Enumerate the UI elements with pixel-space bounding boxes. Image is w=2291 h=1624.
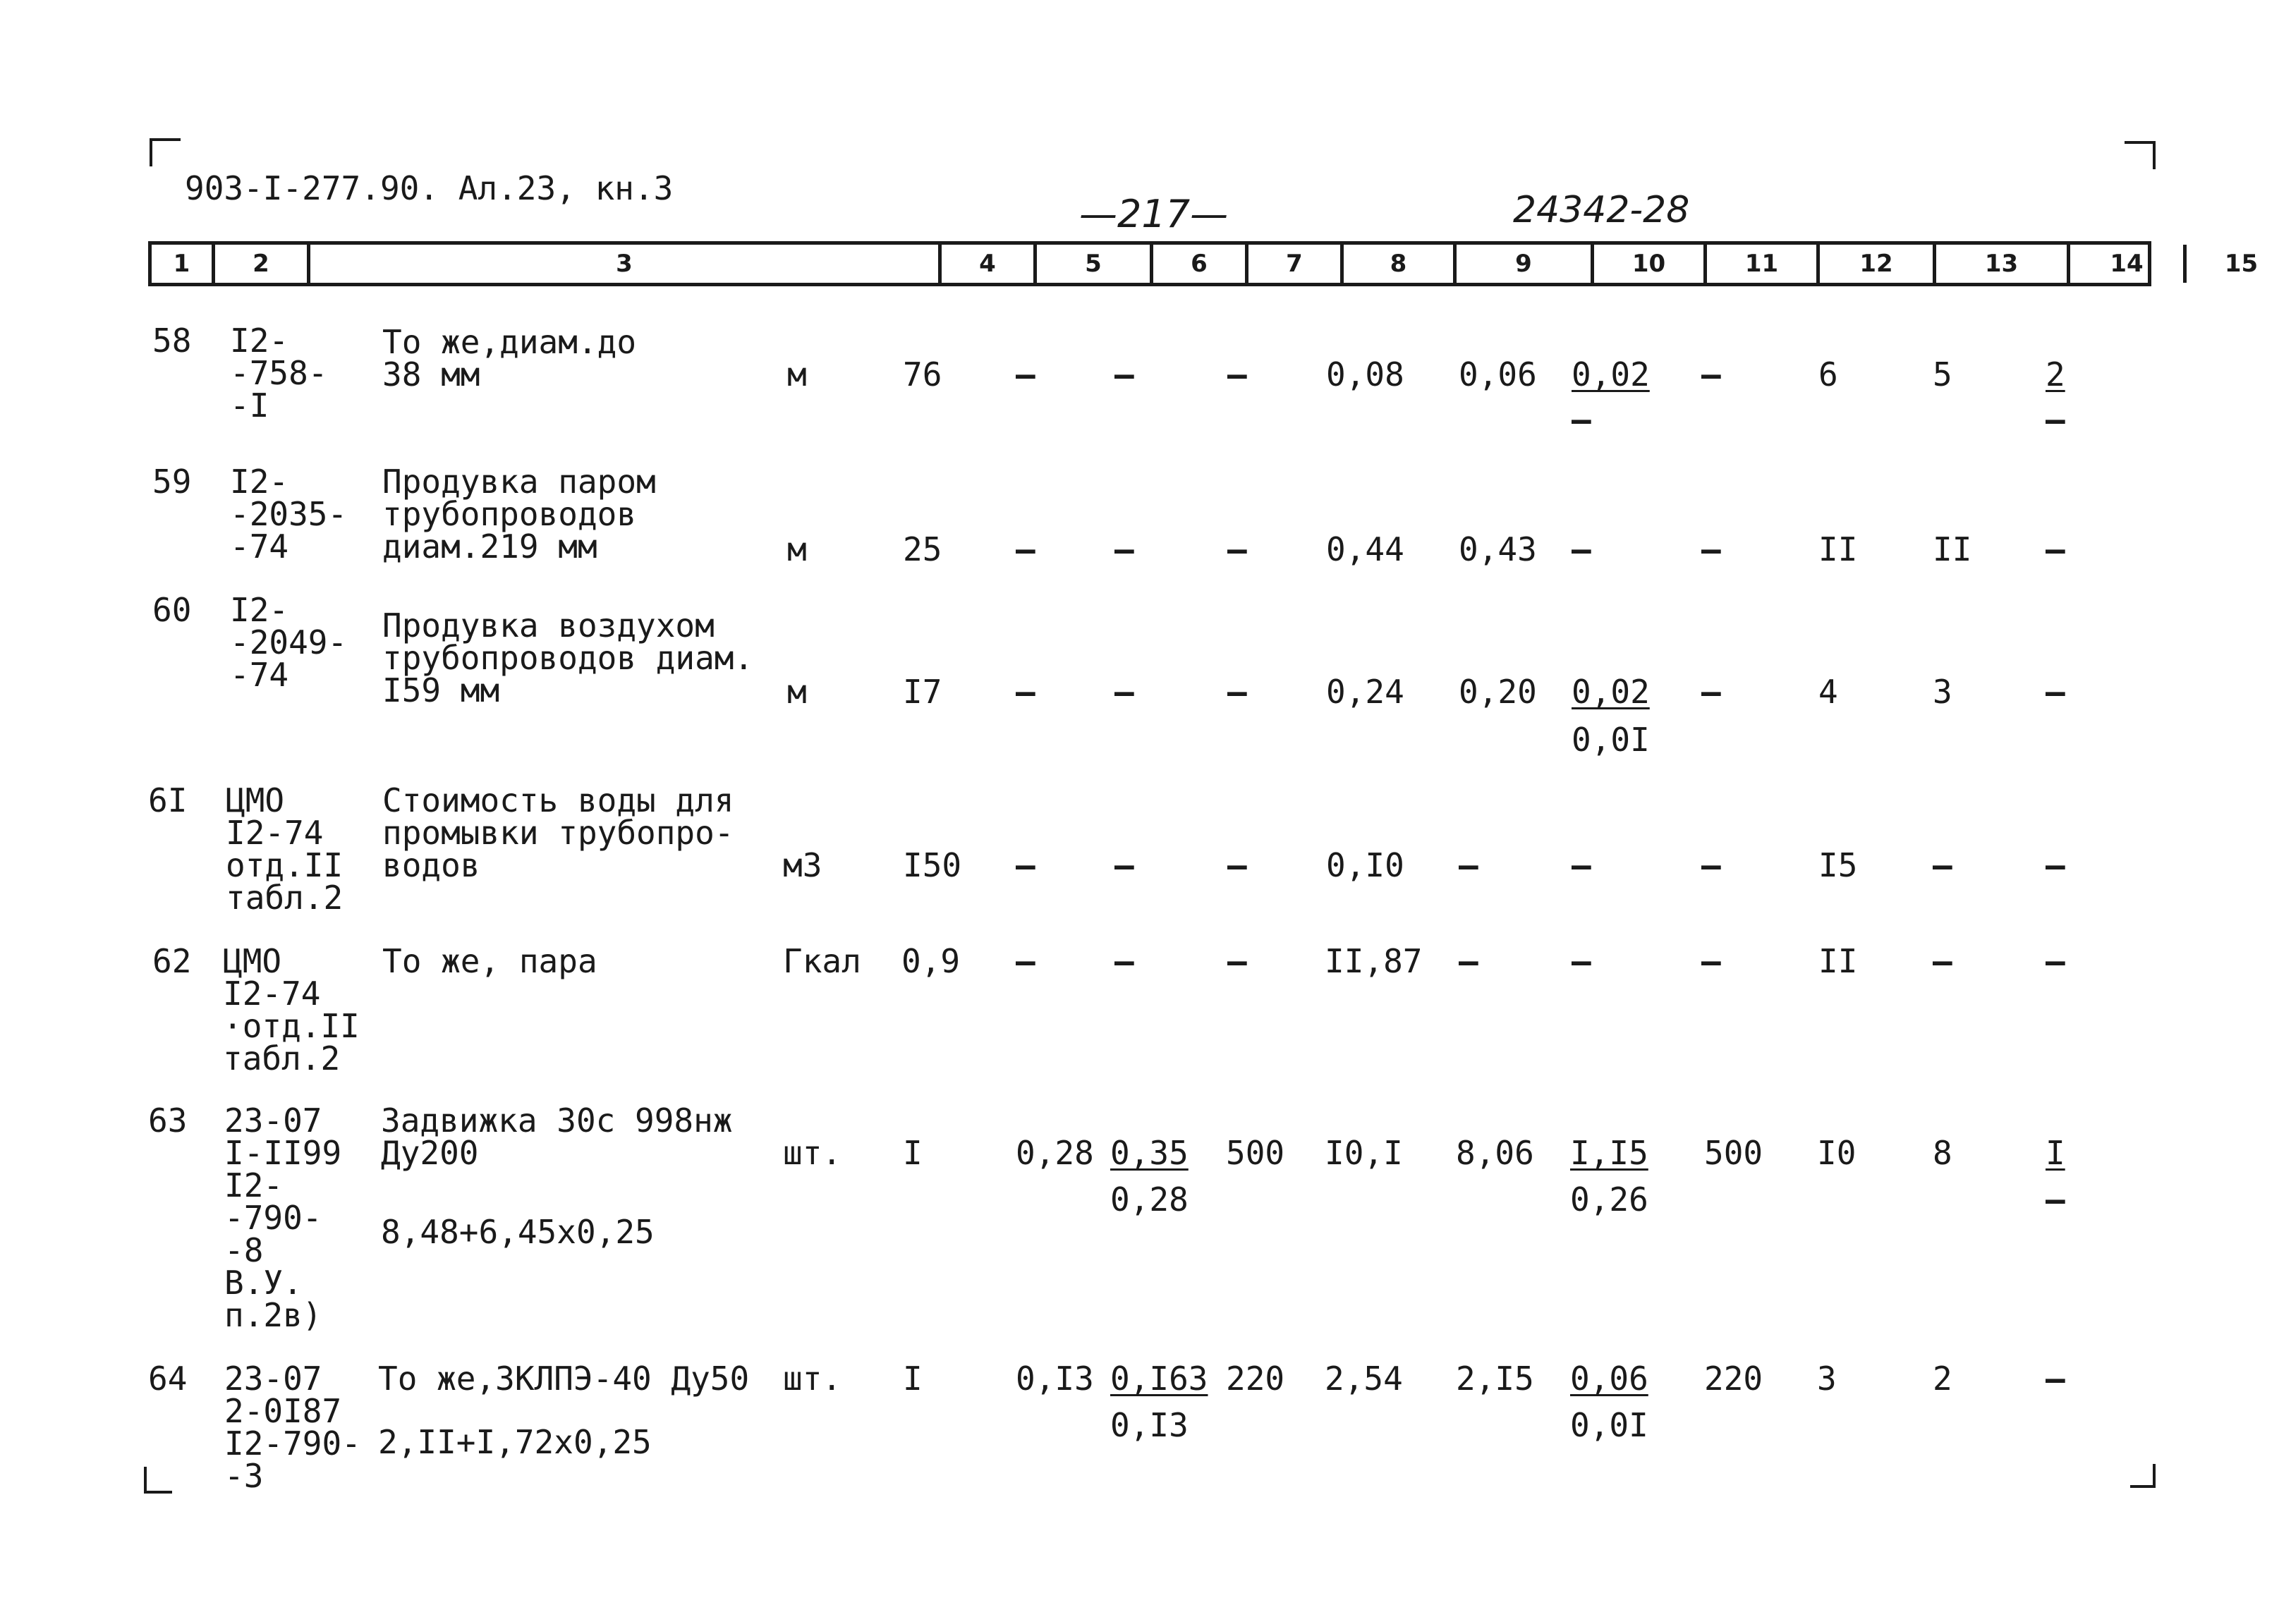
- price-formula: 2,II+I,72х0,25: [378, 1423, 652, 1461]
- quantity: I7: [903, 673, 942, 711]
- col9-value: I0,I: [1325, 1134, 1403, 1172]
- col10-value: 0,06: [1459, 355, 1537, 393]
- column-header: 15: [2224, 250, 2259, 278]
- quantity: 0,9: [901, 942, 961, 980]
- column-header: 6: [1153, 245, 1248, 283]
- column-header: 7: [1248, 245, 1344, 283]
- col9-value: 0,08: [1326, 355, 1404, 393]
- norm-code: I2- -2049- -74: [230, 591, 348, 694]
- unit: Гкал: [783, 942, 861, 980]
- col9-value: 0,I0: [1326, 846, 1404, 884]
- column-header-row: [148, 241, 2259, 286]
- col11-value: 0,02: [1572, 355, 1650, 393]
- row-number: 62: [152, 942, 192, 980]
- work-description: То же,диам.до 38 мм: [382, 323, 637, 393]
- col13-value: 3: [1817, 1360, 1837, 1398]
- col9-value: 0,24: [1326, 673, 1404, 711]
- row-number: 64: [148, 1360, 188, 1398]
- col14-value: 8: [1933, 1134, 1952, 1172]
- norm-code: 23-07 2-0I87 I2-790- -3: [224, 1360, 361, 1495]
- work-description: Стоимость воды для промывки трубопро- водов: [382, 781, 734, 884]
- unit: м: [787, 673, 807, 711]
- norm-code: ЦМО I2-74 ·отд.II табл.2: [223, 942, 360, 1077]
- col15-subvalue: –: [2046, 401, 2065, 439]
- col10-value: 0,43: [1459, 530, 1537, 568]
- col10-value: –: [1459, 846, 1478, 884]
- col11-value: –: [1572, 846, 1591, 884]
- col11-value: I,I5: [1570, 1134, 1648, 1172]
- col10-value: –: [1459, 942, 1478, 980]
- col13-value: II: [1818, 530, 1858, 568]
- col9-value: II,87: [1325, 942, 1423, 980]
- col9-value: 0,44: [1326, 530, 1404, 568]
- col7-value: –: [1114, 530, 1134, 568]
- col13-value: II: [1818, 942, 1858, 980]
- col14-value: –: [1933, 942, 1952, 980]
- unit: шт.: [783, 1134, 842, 1172]
- row-number: 59: [152, 463, 192, 501]
- col8-value: –: [1227, 530, 1247, 568]
- corner-mark-top-left: [150, 138, 181, 166]
- work-description: То же, пара: [382, 942, 597, 980]
- col11-subvalue: 0,0I: [1572, 721, 1650, 759]
- col15-value: –: [2046, 1360, 2065, 1398]
- col13-value: I5: [1818, 846, 1858, 884]
- quantity: I50: [903, 846, 962, 884]
- column-header: 5: [1037, 245, 1153, 283]
- col11-value: –: [1572, 530, 1591, 568]
- col15-value: –: [2046, 530, 2065, 568]
- row-number: 60: [152, 591, 192, 629]
- quantity: 76: [903, 355, 942, 393]
- col6-value: –: [1016, 673, 1035, 711]
- quantity: 25: [903, 530, 942, 568]
- col12-value: –: [1701, 673, 1721, 711]
- col12-value: –: [1701, 846, 1721, 884]
- col13-value: 6: [1818, 355, 1838, 393]
- col6-value: –: [1016, 355, 1035, 393]
- page-number: —217—: [1079, 192, 1229, 236]
- col11-subvalue: 0,0I: [1570, 1406, 1648, 1444]
- col6-value: 0,I3: [1016, 1360, 1094, 1398]
- col15-subvalue: –: [2046, 1180, 2065, 1219]
- col12-value: –: [1701, 530, 1721, 568]
- work-description: Задвижка 30с 998нж Ду200: [381, 1101, 733, 1172]
- col12-value: 500: [1704, 1134, 1763, 1172]
- work-description: Продувка воздухом трубопроводов диам. I59 мм: [382, 606, 754, 709]
- col8-value: –: [1227, 846, 1247, 884]
- col6-value: –: [1016, 846, 1035, 884]
- col8-value: 500: [1226, 1134, 1285, 1172]
- unit: шт.: [783, 1360, 842, 1398]
- col15-value: 2: [2046, 355, 2065, 393]
- col12-value: –: [1701, 355, 1721, 393]
- norm-code: ЦМО I2-74 отд.II табл.2: [226, 781, 344, 917]
- col10-value: 2,I5: [1456, 1360, 1534, 1398]
- col12-value: –: [1701, 942, 1721, 980]
- quantity: I: [903, 1360, 923, 1398]
- row-number: 63: [148, 1101, 188, 1140]
- col6-value: –: [1016, 530, 1035, 568]
- col7-value: –: [1114, 942, 1134, 980]
- col14-value: –: [1933, 846, 1952, 884]
- col14-value: II: [1933, 530, 1972, 568]
- col14-value: 2: [1933, 1360, 1952, 1398]
- col11-subvalue: –: [1572, 401, 1591, 439]
- column-header: 3: [310, 245, 942, 283]
- unit: м: [787, 355, 807, 393]
- column-header: 9: [1457, 245, 1594, 283]
- col7-value: 0,I63: [1110, 1360, 1208, 1398]
- col11-value: 0,06: [1570, 1360, 1648, 1398]
- corner-mark-bottom-left: [144, 1467, 172, 1494]
- col11-value: –: [1572, 942, 1591, 980]
- col7-value: –: [1114, 846, 1134, 884]
- col8-value: –: [1227, 942, 1247, 980]
- norm-code: I2- -2035- -74: [230, 463, 348, 566]
- col7-value: –: [1114, 355, 1134, 393]
- col13-value: 4: [1818, 673, 1838, 711]
- unit: м3: [783, 846, 822, 884]
- column-header: 14: [2070, 245, 2187, 283]
- col10-value: 0,20: [1459, 673, 1537, 711]
- col15-value: –: [2046, 673, 2065, 711]
- corner-mark-bottom-right: [2130, 1464, 2156, 1488]
- column-header: 11: [1707, 245, 1820, 283]
- column-header: 4: [942, 245, 1037, 283]
- column-header: 13: [1936, 245, 2070, 283]
- col8-value: –: [1227, 673, 1247, 711]
- col10-value: 8,06: [1456, 1134, 1534, 1172]
- quantity: I: [903, 1134, 923, 1172]
- col7-subvalue: 0,I3: [1110, 1406, 1189, 1444]
- column-header: 12: [1820, 245, 1936, 283]
- col11-subvalue: 0,26: [1570, 1180, 1648, 1219]
- norm-code: 23-07 I-II99 I2- -790- -8 В.У. п.2в): [224, 1101, 342, 1334]
- column-header: 1: [152, 245, 215, 283]
- document-code: 903-I-277.90. Ал.23, кн.3: [185, 169, 674, 207]
- col12-value: 220: [1704, 1360, 1763, 1398]
- norm-code: I2- -758- -I: [230, 322, 328, 425]
- col15-value: I: [2046, 1134, 2065, 1172]
- col7-value: 0,35: [1110, 1134, 1189, 1172]
- row-number: 58: [152, 322, 192, 360]
- column-header: 8: [1344, 245, 1457, 283]
- column-header: 10: [1594, 245, 1707, 283]
- col14-value: 5: [1933, 355, 1952, 393]
- document-number: 24342-28: [1513, 189, 1690, 231]
- work-description: Продувка паром трубопроводов диам.219 мм: [382, 463, 656, 566]
- work-description: То же,ЗКЛПЭ-40 Ду50: [378, 1360, 750, 1398]
- corner-mark-top-right: [2125, 141, 2156, 169]
- col9-value: 2,54: [1325, 1360, 1403, 1398]
- col7-subvalue: 0,28: [1110, 1180, 1189, 1219]
- col6-value: 0,28: [1016, 1134, 1094, 1172]
- col15-value: –: [2046, 846, 2065, 884]
- col8-value: 220: [1226, 1360, 1285, 1398]
- col15-value: –: [2046, 942, 2065, 980]
- column-header: 2: [215, 245, 310, 283]
- col8-value: –: [1227, 355, 1247, 393]
- row-number: 6I: [148, 781, 188, 819]
- col7-value: –: [1114, 673, 1134, 711]
- col11-value: 0,02: [1572, 673, 1650, 711]
- unit: м: [787, 530, 807, 568]
- col13-value: I0: [1817, 1134, 1857, 1172]
- col14-value: 3: [1933, 673, 1952, 711]
- price-formula: 8,48+6,45х0,25: [381, 1213, 655, 1251]
- col6-value: –: [1016, 942, 1035, 980]
